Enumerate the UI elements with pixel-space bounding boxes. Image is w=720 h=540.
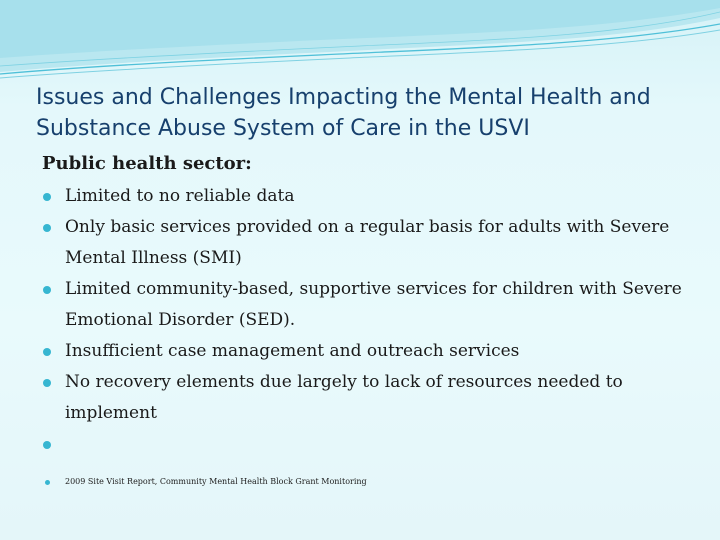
empty-list-item [42, 429, 682, 460]
bullet-icon [43, 348, 51, 356]
bullet-icon [43, 441, 51, 449]
bullet-icon [43, 224, 51, 232]
list-item [42, 212, 682, 274]
bullet-icon [43, 286, 51, 294]
bullet-list [42, 181, 682, 460]
bullet-icon [43, 379, 51, 387]
decorative-wave-banner [0, 0, 720, 90]
list-item-text: No recovery elements due largely to lack of resources needed to implement [65, 372, 623, 423]
list-item-text: Limited to no reliable data [65, 186, 295, 206]
slide-body [42, 150, 682, 460]
list-item-text: Limited community-based, supportive services for children with Severe Emotional Disorder (SED). [65, 279, 682, 330]
bullet-icon [43, 193, 51, 201]
list-item [42, 367, 682, 429]
bullet-icon [45, 480, 50, 485]
list-item [42, 181, 682, 212]
source-citation [42, 477, 705, 486]
list-item-text: Insufficient case management and outreach services [65, 341, 520, 361]
section-heading: Public health sector: [42, 153, 252, 174]
source-text: 2009 Site Visit Report, Community Mental Health Block Grant Monitoring [65, 477, 367, 486]
list-item [42, 274, 682, 336]
list-item-text: Only basic services provided on a regular basis for adults with Severe Mental Illness (SMI) [65, 217, 670, 268]
slide-title: Issues and Challenges Impacting the Mental Health and Substance Abuse System of Care in the USVI [36, 85, 651, 141]
list-item [42, 336, 682, 367]
